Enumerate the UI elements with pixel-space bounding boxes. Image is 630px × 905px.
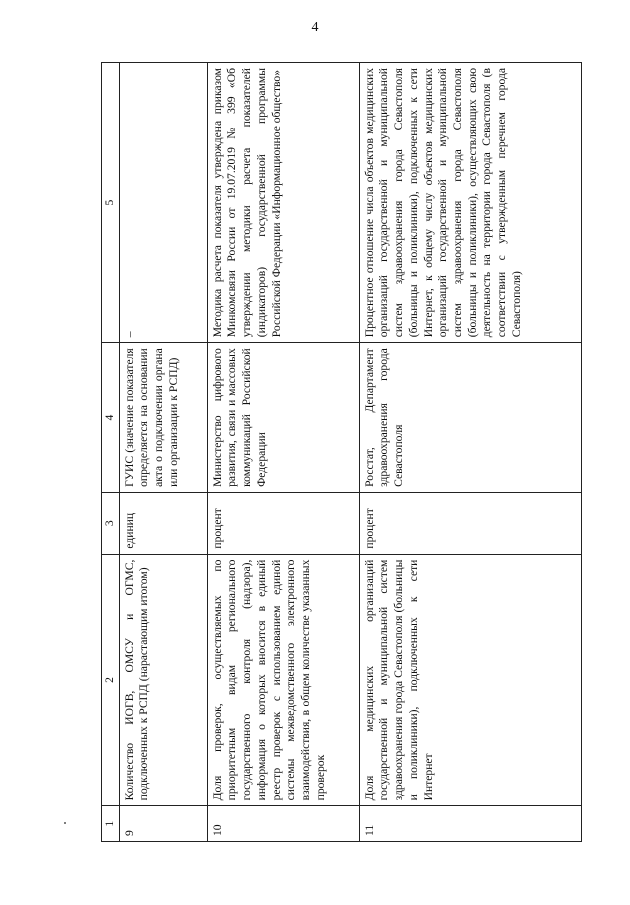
unit-cell: процент	[359, 492, 581, 554]
indicators-table	[101, 62, 582, 842]
data-source-cell: Министерство цифрового развития, связи и массовых коммуникаций Российской Федерации	[207, 343, 359, 493]
header-cell-2: 2	[102, 554, 120, 806]
data-source-cell: Росстат, Департамент здравоохранения города Севастополя	[359, 343, 581, 493]
indicator-name-cell: Доля медицинских организаций государственной и муниципальной систем здравоохранения города Севастополя (больницы и поликлиники), подключенных к сети Интернет	[359, 554, 581, 806]
method-cell: Методика расчета показателя утверждена приказом Минкомсвязи России от 19.07.2019 № 399 «Об утверждении методики расчета показателей (индикаторов) государственной программы Российской Федерации «Информационное общество»	[207, 63, 359, 343]
method-cell: –	[119, 63, 207, 343]
header-cell-1: 1	[102, 806, 120, 842]
header-cell-5: 5	[102, 63, 120, 343]
indicator-name-cell: Доля проверок, осуществляемых по приоритетным видам регионального государственного контроля (надзора), информация о которых вносится в единый реестр проверок с использованием единой системы межведомственного электронного взаимодействия, в общем количестве указанных проверок	[207, 554, 359, 806]
table-header-row	[102, 63, 120, 842]
table-row	[359, 63, 581, 842]
unit-cell: единиц	[119, 492, 207, 554]
data-source-cell: ГУИС (значение показателя определяется на основании акта о подключении органа или организации к РСПД)	[119, 343, 207, 493]
row-number-cell: 9	[119, 806, 207, 842]
page-number: 4	[311, 20, 319, 35]
unit-cell: процент	[207, 492, 359, 554]
header-cell-4: 4	[102, 343, 120, 493]
row-number-cell: 10	[207, 806, 359, 842]
method-cell: Процентное отношение числа объектов медицинских организаций государственной и муниципальной систем здравоохранения города Севастополя (больницы и поликлиники), подключенных к сети Интернет, к общему числу объектов медицинских организаций государственной и муниципальной систем здравоохранения города Севастополя (больницы и поликлиники), осуществляющих свою деятельность на территории города Севастополя (в соответствии с утвержденным перечнем города Севастополя)	[359, 63, 581, 343]
table-row	[119, 63, 207, 842]
table-row	[207, 63, 359, 842]
row-number-cell: 11	[359, 806, 581, 842]
rotated-table-container	[101, 62, 582, 842]
scan-speck	[64, 822, 66, 824]
indicator-name-cell: Количество ИОГВ, ОМСУ и ОГМС, подключенных к РСПД (нарастающим итогом)	[119, 554, 207, 806]
header-cell-3: 3	[102, 492, 120, 554]
